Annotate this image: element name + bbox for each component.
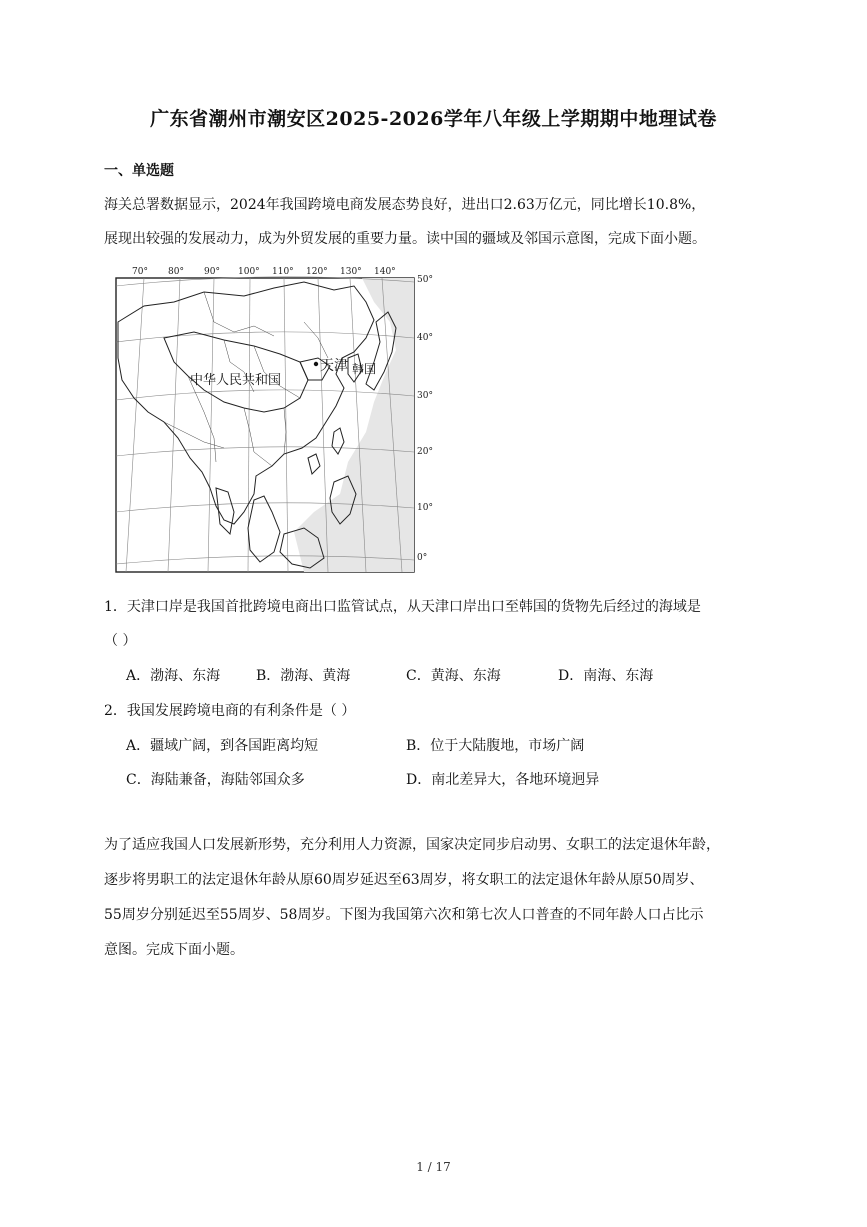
lat-label: 40°	[417, 333, 433, 343]
lat-label: 30°	[417, 391, 433, 401]
q1-option-a[interactable]: A．渤海、东海	[126, 668, 221, 684]
question-1-bracket: （ ）	[104, 633, 137, 649]
lat-label: 50°	[417, 275, 433, 285]
q2-option-d[interactable]: D．南北差异大，各地环境迥异	[406, 772, 600, 788]
lon-label: 80°	[168, 267, 184, 277]
latitude-labels	[417, 275, 433, 563]
q2-option-c[interactable]: C．海陆兼备，海陆邻国众多	[126, 772, 305, 788]
question-2-stem: 2．我国发展跨境电商的有利条件是（ ）	[104, 703, 356, 719]
intro-paragraph	[104, 188, 774, 256]
paragraph-line: 意图。完成下面小题。	[104, 942, 244, 958]
document-title: 广东省潮州市潮安区2025-2026学年八年级上学期期中地理试卷	[150, 108, 717, 130]
lon-label: 100°	[238, 267, 260, 277]
q1-option-b[interactable]: B．渤海、黄海	[256, 668, 351, 684]
paragraph-line: 55周岁分别延迟至55周岁、58周岁。下图为我国第六次和第七次人口普查的不同年龄人口占比示	[104, 907, 704, 923]
china-territory-map	[104, 262, 444, 580]
section-heading: 一、单选题	[104, 163, 174, 179]
question-1-stem: 1．天津口岸是我国首批跨境电商出口监管试点，从天津口岸出口至韩国的货物先后经过的海域是	[104, 599, 701, 615]
longitude-labels	[132, 267, 396, 277]
intro-line-2: 展现出较强的发展动力，成为外贸发展的重要力量。读中国的疆域及邻国示意图，完成下面小题。	[104, 231, 706, 247]
lon-label: 110°	[272, 267, 294, 277]
page-number: 1 / 17	[416, 1160, 451, 1174]
retirement-paragraph	[104, 828, 776, 968]
lat-label: 10°	[417, 503, 433, 513]
q1-option-c[interactable]: C．黄海、东海	[406, 668, 501, 684]
lat-label: 0°	[417, 553, 428, 563]
q2-option-b[interactable]: B．位于大陆腹地，市场广阔	[406, 738, 585, 754]
korea-label: 韩国	[352, 362, 377, 376]
lat-label: 20°	[417, 447, 433, 457]
lon-label: 70°	[132, 267, 148, 277]
lon-label: 90°	[204, 267, 220, 277]
paragraph-line: 为了适应我国人口发展新形势，充分利用人力资源，国家决定同步启动男、女职工的法定退休年龄，	[104, 837, 720, 853]
lon-label: 120°	[306, 267, 328, 277]
lon-label: 130°	[340, 267, 362, 277]
q2-option-a[interactable]: A．疆域广阔，到各国距离均短	[126, 738, 319, 754]
lon-label: 140°	[374, 267, 396, 277]
tianjin-label: 天津	[320, 358, 348, 374]
tianjin-marker	[314, 362, 318, 366]
paragraph-line: 逐步将男职工的法定退休年龄从原60周岁延迟至63周岁，将女职工的法定退休年龄从原50周岁、	[104, 872, 704, 888]
q1-option-d[interactable]: D．南海、东海	[558, 668, 654, 684]
intro-line-1: 海关总署数据显示，2024年我国跨境电商发展态势良好，进出口2.63万亿元，同比增长10.8%，	[104, 197, 706, 213]
china-label: 中华人民共和国	[190, 373, 282, 388]
